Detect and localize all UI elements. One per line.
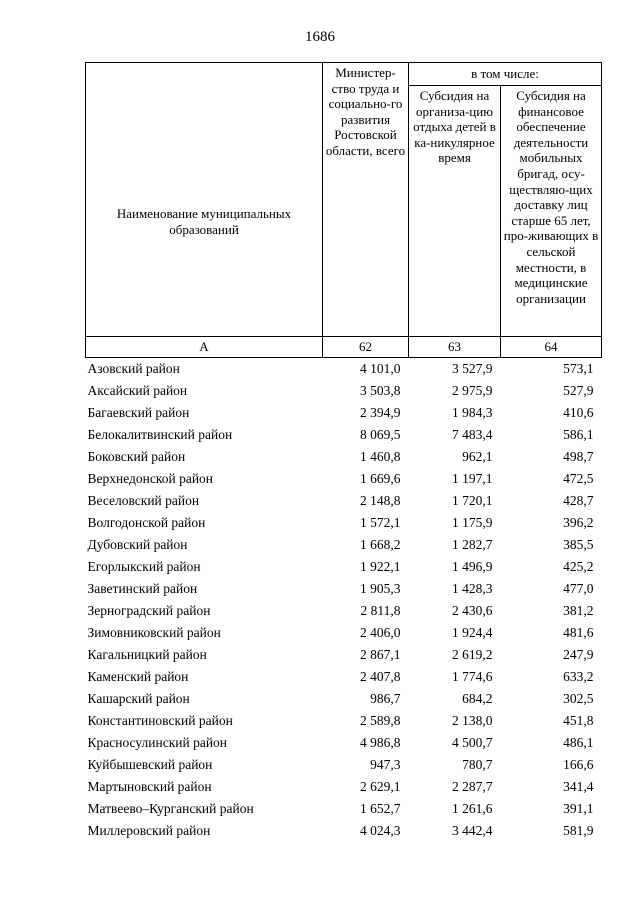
subsidy-recreation-cell: 2 430,6 bbox=[452, 603, 493, 618]
municipality-name-cell: Кашарский район bbox=[87, 691, 190, 706]
table-row bbox=[86, 578, 602, 600]
column-code-62: 62 bbox=[323, 337, 409, 358]
table-row bbox=[86, 446, 602, 468]
table-body bbox=[86, 358, 602, 843]
ministry-total-cell: 2 589,8 bbox=[360, 713, 401, 728]
municipality-name-cell: Миллеровский район bbox=[87, 823, 211, 838]
table-header bbox=[86, 63, 602, 358]
table-row bbox=[86, 556, 602, 578]
table-row bbox=[86, 490, 602, 512]
subsidy-recreation-cell: 1 175,9 bbox=[452, 515, 493, 530]
subsidy-mobile-brigades-cell: 428,7 bbox=[563, 493, 594, 508]
table-row bbox=[86, 776, 602, 798]
subsidy-recreation-cell: 7 483,4 bbox=[452, 427, 493, 442]
municipality-name-cell: Белокалитвинский район bbox=[87, 427, 233, 442]
table-row bbox=[86, 534, 602, 556]
subsidy-recreation-cell: 1 720,1 bbox=[452, 493, 493, 508]
table-row bbox=[86, 688, 602, 710]
ministry-total-cell: 2 407,8 bbox=[360, 669, 401, 684]
ministry-total-cell: 1 668,2 bbox=[360, 537, 401, 552]
table-row bbox=[86, 644, 602, 666]
municipality-name-cell: Красносулинский район bbox=[87, 735, 228, 750]
subsidy-recreation-cell: 2 138,0 bbox=[452, 713, 493, 728]
municipality-name-cell: Мартыновский район bbox=[87, 779, 212, 794]
subsidy-mobile-brigades-cell: 410,6 bbox=[563, 405, 594, 420]
subsidy-recreation-cell: 1 496,9 bbox=[452, 559, 493, 574]
subsidy-recreation-cell: 1 261,6 bbox=[452, 801, 493, 816]
subsidy-mobile-brigades-cell: 451,8 bbox=[563, 713, 594, 728]
ministry-total-cell: 1 652,7 bbox=[360, 801, 401, 816]
subsidy-recreation-cell: 1 774,6 bbox=[452, 669, 493, 684]
subsidy-recreation-cell: 780,7 bbox=[462, 757, 493, 772]
subsidy-mobile-brigades-cell: 472,5 bbox=[563, 471, 594, 486]
municipality-name-cell: Матвеево–Курганский район bbox=[87, 801, 254, 816]
ministry-total-column-header: Министер-ство труда и социально-го развития Ростовской области, всего bbox=[323, 63, 409, 337]
subsidy-mobile-brigades-cell: 527,9 bbox=[563, 383, 594, 398]
table-row bbox=[86, 622, 602, 644]
table-row bbox=[86, 754, 602, 776]
municipality-name-cell: Куйбышевский район bbox=[87, 757, 213, 772]
subsidy-recreation-cell: 1 428,3 bbox=[452, 581, 493, 596]
municipality-name-cell: Егорлыкский район bbox=[87, 559, 201, 574]
subsidy-recreation-cell: 2 619,2 bbox=[452, 647, 493, 662]
ministry-total-cell: 1 905,3 bbox=[360, 581, 401, 596]
subsidy-mobile-brigades-cell: 341,4 bbox=[563, 779, 594, 794]
subsidy-recreation-cell: 962,1 bbox=[462, 449, 493, 464]
municipality-name-cell: Константиновский район bbox=[87, 713, 233, 728]
table-row bbox=[86, 820, 602, 842]
subsidy-mobile-brigades-cell: 481,6 bbox=[563, 625, 594, 640]
subsidy-recreation-column-header: Субсидия на организа-цию отдыха детей в ка-никулярное время bbox=[409, 86, 501, 337]
subsidy-mobile-brigades-cell: 586,1 bbox=[563, 427, 594, 442]
table-row bbox=[86, 358, 602, 381]
municipality-name-cell: Багаевский район bbox=[87, 405, 190, 420]
subsidy-mobile-brigades-cell: 385,5 bbox=[563, 537, 594, 552]
municipality-name-cell: Каменский район bbox=[87, 669, 189, 684]
municipality-name-cell: Боковский район bbox=[87, 449, 186, 464]
table-row bbox=[86, 380, 602, 402]
table-row bbox=[86, 666, 602, 688]
table-row bbox=[86, 732, 602, 754]
ministry-total-cell: 1 572,1 bbox=[360, 515, 401, 530]
subsidy-recreation-cell: 2 287,7 bbox=[452, 779, 493, 794]
municipality-name-cell: Зерноградский район bbox=[87, 603, 211, 618]
table-row bbox=[86, 512, 602, 534]
subsidy-recreation-cell: 1 282,7 bbox=[452, 537, 493, 552]
subsidy-mobile-brigades-cell: 573,1 bbox=[563, 361, 594, 376]
ministry-total-cell: 2 811,8 bbox=[360, 603, 401, 618]
table-row bbox=[86, 798, 602, 820]
ministry-total-cell: 986,7 bbox=[370, 691, 401, 706]
subsidy-recreation-cell: 684,2 bbox=[462, 691, 493, 706]
page-number: 1686 bbox=[305, 29, 335, 45]
subsidy-mobile-brigades-cell: 477,0 bbox=[563, 581, 594, 596]
subsidy-mobile-brigades-cell: 633,2 bbox=[563, 669, 594, 684]
ministry-total-cell: 1 669,6 bbox=[360, 471, 401, 486]
ministry-total-cell: 2 406,0 bbox=[360, 625, 401, 640]
ministry-total-cell: 8 069,5 bbox=[360, 427, 401, 442]
ministry-total-cell: 2 148,8 bbox=[360, 493, 401, 508]
municipality-name-cell: Веселовский район bbox=[87, 493, 200, 508]
ministry-total-cell: 2 629,1 bbox=[360, 779, 401, 794]
subsidy-recreation-cell: 1 924,4 bbox=[452, 625, 493, 640]
ministry-total-cell: 4 024,3 bbox=[360, 823, 401, 838]
ministry-total-cell: 3 503,8 bbox=[360, 383, 401, 398]
municipality-column-header: Наименование муниципальных образований bbox=[86, 63, 323, 337]
municipality-name-cell: Зимовниковский район bbox=[87, 625, 221, 640]
table-row bbox=[86, 424, 602, 446]
column-code-64: 64 bbox=[501, 337, 602, 358]
subsidy-recreation-cell: 1 984,3 bbox=[452, 405, 493, 420]
ministry-total-cell: 4 101,0 bbox=[360, 361, 401, 376]
subsidy-mobile-brigades-cell: 381,2 bbox=[563, 603, 594, 618]
municipality-name-cell: Дубовский район bbox=[87, 537, 188, 552]
subsidy-mobile-brigades-cell: 391,1 bbox=[563, 801, 594, 816]
municipality-name-cell: Волгодонской район bbox=[87, 515, 206, 530]
subsidy-mobile-brigades-cell: 302,5 bbox=[563, 691, 594, 706]
subsidy-recreation-cell: 2 975,9 bbox=[452, 383, 493, 398]
municipality-name-cell: Кагальницкий район bbox=[87, 647, 207, 662]
subsidy-mobile-brigades-cell: 581,9 bbox=[563, 823, 594, 838]
municipality-name-cell: Азовский район bbox=[87, 361, 180, 376]
including-group-header: в том числе: bbox=[409, 63, 602, 86]
municipality-name-cell: Верхнедонской район bbox=[87, 471, 214, 486]
ministry-total-cell: 2 867,1 bbox=[360, 647, 401, 662]
table-row bbox=[86, 402, 602, 424]
column-code-63: 63 bbox=[409, 337, 501, 358]
subsidy-mobile-brigades-cell: 498,7 bbox=[563, 449, 594, 464]
subsidy-mobile-brigades-cell: 166,6 bbox=[563, 757, 594, 772]
table-row bbox=[86, 600, 602, 622]
subsidy-mobile-brigades-cell: 425,2 bbox=[563, 559, 594, 574]
subsidy-mobile-brigades-cell: 486,1 bbox=[563, 735, 594, 750]
subsidy-mobile-brigades-column-header: Субсидия на финансовое обеспечение деятельности мобильных бригад, осу-ществляю-щих доставку лиц старше 65 лет, про-живающих в сельской местности, в медицинские организации bbox=[501, 86, 602, 337]
subsidy-mobile-brigades-cell: 396,2 bbox=[563, 515, 594, 530]
ministry-total-cell: 1 922,1 bbox=[360, 559, 401, 574]
column-code-a: А bbox=[86, 337, 323, 358]
subsidy-recreation-cell: 4 500,7 bbox=[452, 735, 493, 750]
ministry-total-cell: 947,3 bbox=[370, 757, 401, 772]
subsidy-recreation-cell: 3 527,9 bbox=[452, 361, 493, 376]
ministry-total-cell: 1 460,8 bbox=[360, 449, 401, 464]
ministry-total-cell: 2 394,9 bbox=[360, 405, 401, 420]
subsidy-recreation-cell: 1 197,1 bbox=[452, 471, 493, 486]
table-row bbox=[86, 468, 602, 490]
municipality-name-cell: Заветинский район bbox=[87, 581, 198, 596]
subsidy-recreation-cell: 3 442,4 bbox=[452, 823, 493, 838]
subsidy-table bbox=[85, 62, 602, 842]
table-row bbox=[86, 710, 602, 732]
subsidy-mobile-brigades-cell: 247,9 bbox=[563, 647, 594, 662]
ministry-total-cell: 4 986,8 bbox=[360, 735, 401, 750]
municipality-name-cell: Аксайский район bbox=[87, 383, 188, 398]
